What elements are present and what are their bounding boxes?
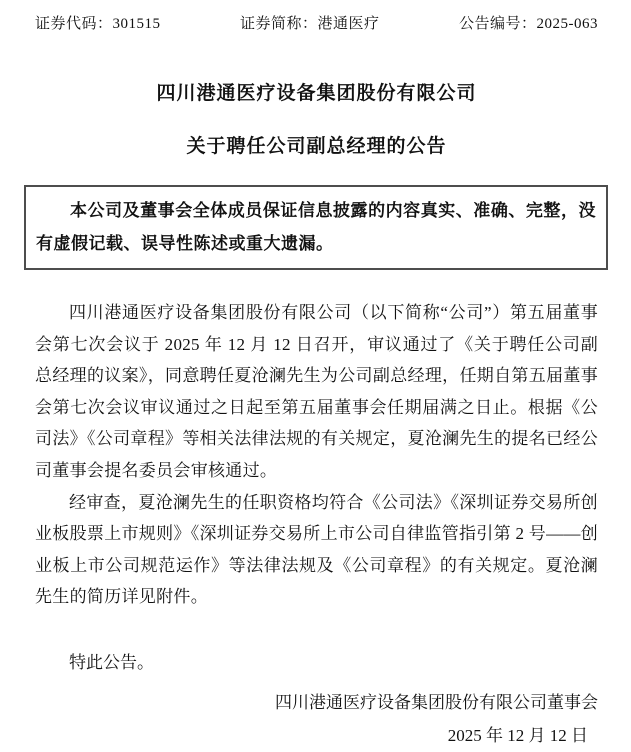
signature-company: 四川港通医疗设备集团股份有限公司董事会	[275, 692, 598, 712]
body-paragraph-2: 经审查，夏沧澜先生的任职资格均符合《公司法》《深圳证券交易所创业板股票上市规则》《深圳证券交易所上市公司自律监管指引第 2 号——创业板上市公司规范运作》等法律法规及《公司章程》的有关规定。夏沧澜先生的简历详见附件。	[35, 492, 598, 607]
body-paragraph-1: 四川港通医疗设备集团股份有限公司（以下简称“公司”）第五届董事会第七次会议于 2025 年 12 月 12 日召开，审议通过了《关于聘任公司副总经理的议案》，同意聘任夏沧澜先生为公司副总经理，任期自第五届董事会第七次会议审议通过之日起至第五届董事会任期届满之日止。根据《公司法》《公司章程》等相关法律法规的有关规定，夏沧澜先生的提名已经公司董事会提名委员会审核通过。	[35, 303, 598, 480]
document-header	[35, 14, 598, 34]
title-block	[35, 78, 598, 158]
stock-code: 证券代码：301515	[35, 16, 161, 32]
company-title: 四川港通医疗设备集团股份有限公司	[156, 83, 477, 104]
disclaimer-text: 本公司及董事会全体成员保证信息披露的内容真实、准确、完整，没有虚假记载、误导性陈述或重大遗漏。	[36, 201, 596, 253]
closing-statement: 特此公告。	[69, 652, 154, 672]
announcement-number: 公告编号：2025-063	[459, 16, 598, 32]
announcement-body	[35, 297, 598, 752]
disclaimer-box	[24, 185, 608, 270]
stock-name: 证券简称：港通医疗	[240, 16, 380, 32]
signature-date: 2025 年 12 月 12 日	[447, 725, 588, 745]
announcement-title: 关于聘任公司副总经理的公告	[186, 136, 447, 157]
